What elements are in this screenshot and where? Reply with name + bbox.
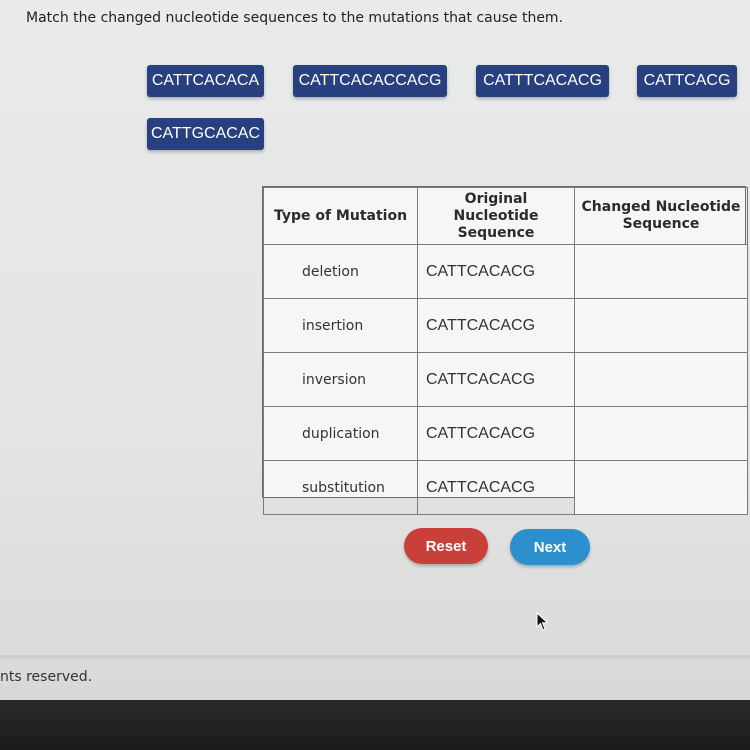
original-sequence: CATTCACACG [418,353,575,407]
header-changed: Changed Nucleotide Sequence [575,188,748,245]
sequence-chip-3[interactable]: CATTTCACACG [476,65,609,97]
original-sequence: CATTCACACG [418,461,575,515]
mouse-pointer-icon [536,612,550,632]
changed-sequence-drop-zone[interactable] [575,461,748,515]
next-button[interactable]: Next [510,529,590,565]
mutation-table [262,186,746,498]
changed-sequence-drop-zone[interactable] [575,407,748,461]
mutation-type: deletion [264,245,418,299]
footer-divider [0,655,750,659]
sequence-chip-1[interactable]: CATTCACACA [147,65,264,97]
changed-sequence-drop-zone[interactable] [575,353,748,407]
table-row [264,461,748,515]
sequence-chip-5[interactable]: CATTGCACAC [147,118,264,150]
monitor-bezel [0,700,750,750]
sequence-chip-2[interactable]: CATTCACACCACG [293,65,447,97]
table-row [264,353,748,407]
table-row [264,299,748,353]
table-row [264,407,748,461]
table-row [264,245,748,299]
mutation-type: substitution [264,461,418,515]
original-sequence: CATTCACACG [418,299,575,353]
instruction-text: Match the changed nucleotide sequences to the mutations that cause them. [26,10,564,26]
changed-sequence-drop-zone[interactable] [575,245,748,299]
changed-sequence-drop-zone[interactable] [575,299,748,353]
table-header-row [264,188,748,245]
original-sequence: CATTCACACG [418,245,575,299]
mutation-type: duplication [264,407,418,461]
mutation-type: inversion [264,353,418,407]
header-original: Original Nucleotide Sequence [418,188,575,245]
reset-button[interactable]: Reset [404,528,488,564]
mutation-type: insertion [264,299,418,353]
sequence-chip-4[interactable]: CATTCACG [637,65,737,97]
original-sequence: CATTCACACG [418,407,575,461]
copyright-text: nts reserved. [0,669,93,685]
header-type: Type of Mutation [264,188,418,245]
